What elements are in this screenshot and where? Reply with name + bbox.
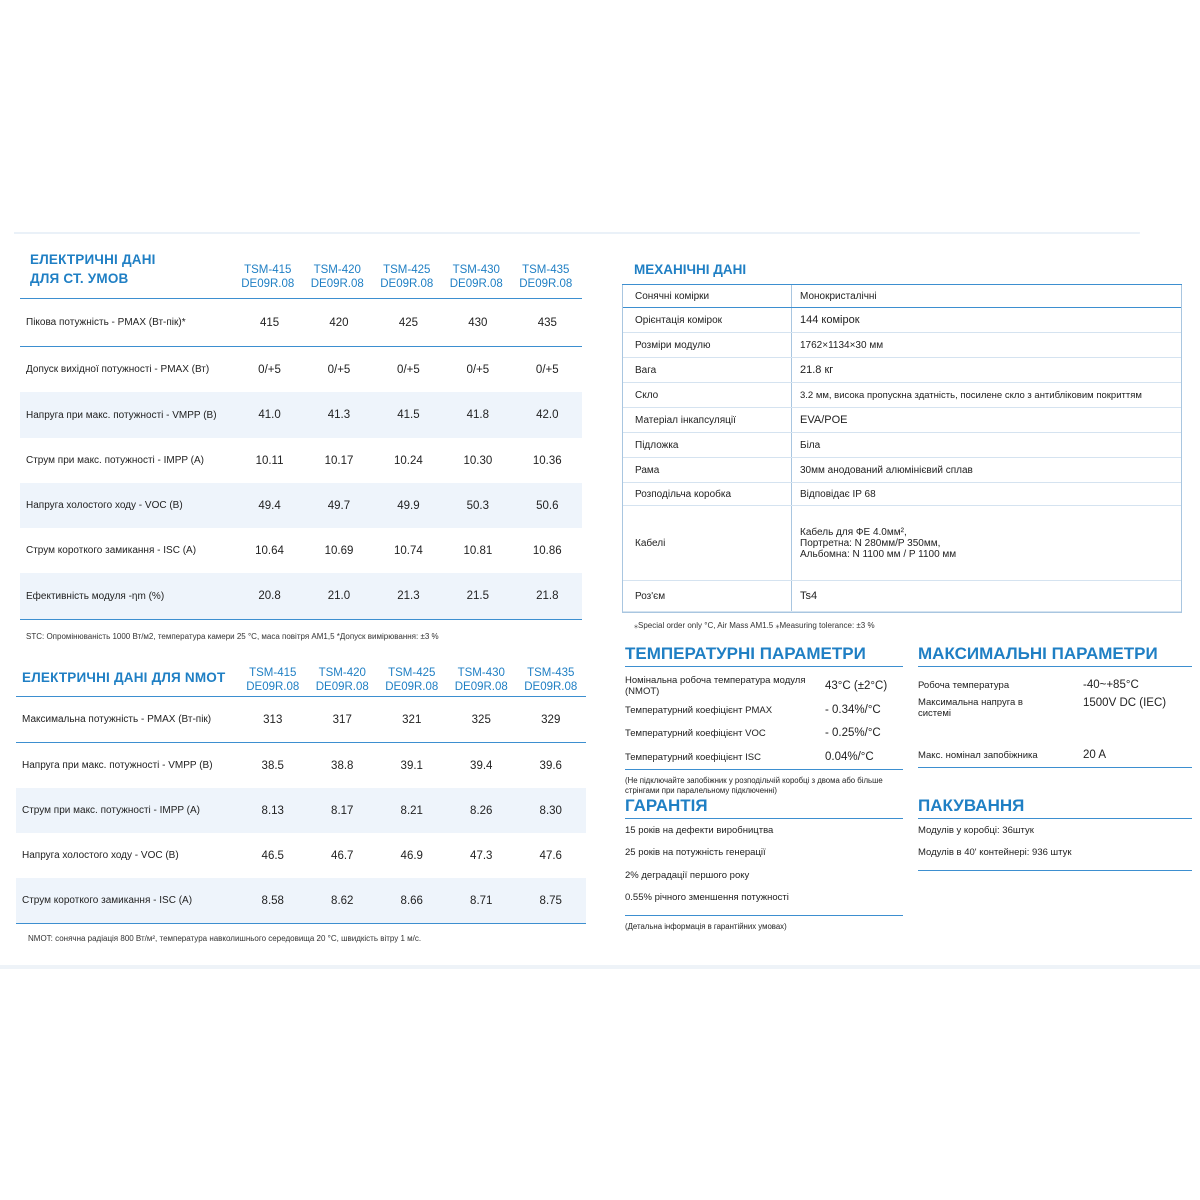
mech-value [791,285,1181,307]
max-value: 20 A [1083,749,1107,761]
cell-value: 10.69 [324,544,354,557]
mech-row [623,358,1181,383]
mech-value [791,581,1181,611]
temperature-section [625,644,903,796]
cell-value: 415 [259,316,280,329]
mech-key: Розподільча коробка [635,488,732,500]
cell-value: 321 [402,713,422,726]
row-label: Струм короткого замикання - ISC (А) [26,545,197,556]
cell-value: 39.6 [539,759,562,772]
cell-value: 41.5 [397,409,420,421]
mech-key: Кабелі [635,537,666,549]
cell-value: 0/+5 [535,363,559,376]
cell-value: 10.17 [324,454,354,467]
mech-key: Сонячні комірки [635,290,710,302]
stc-note: STC: Опромінюваність 1000 Вт/м2, температура камери 25 °C, маса повітря AM1,5 *Допуск вимірювання: ±3 % [26,632,439,641]
cell-value: 47.6 [539,849,562,862]
max-value: 1500V DC (IEC) [1083,697,1167,709]
mech-row [623,408,1181,433]
row-label: Пікова потужність - PMAX (Вт-пік)* [26,317,186,328]
temp-key: Температурний коефіцієнт PMAX [625,704,773,716]
row-label: Ефективність модуля -ηm (%) [26,590,165,602]
mech-row [623,285,1181,308]
mech-row [623,458,1181,483]
warranty-section [625,796,903,932]
cell-value: 8.30 [539,804,562,817]
electrical-nmot-section [16,660,586,943]
model-header: TSM-420 DE09R.08 [310,264,364,290]
temp-value: - 0.25%/°C [825,727,881,739]
mech-value [791,333,1181,357]
mech-value-text: Монокристалічні [800,290,877,302]
cell-value: 21.8 [536,590,559,602]
mech-row [623,506,1181,581]
warranty-note: (Детальна інформація в гарантійних умовах) [625,922,787,931]
table-row [20,438,582,483]
cell-value: 10.30 [463,454,493,467]
mech-value [791,458,1181,482]
mech-value [791,383,1181,407]
mech-value [791,408,1181,432]
row-label: Напруга холостого ходу - VOC (В) [26,500,183,511]
cell-value: 0/+5 [466,363,490,376]
bottom-border [0,965,1200,969]
mech-value [791,433,1181,457]
mechanical-footnote: ⁎Special order only °C, Air Mass AM1.5 ⁎Measuring tolerance: ±3 % [634,621,875,630]
mech-value-text: 30мм анодований алюмінієвий сплав [800,464,973,476]
packing-item: Модулів в 40' контейнері: 936 штук [918,847,1072,859]
mech-key: Розміри модулю [635,339,711,351]
cell-value: 425 [398,316,418,329]
cell-value: 47.3 [470,849,493,862]
cell-value: 430 [468,316,488,329]
packing-item: Модулів у коробці: 36штук [918,824,1034,836]
mech-value [791,506,1181,580]
cell-value: 46.9 [400,849,423,862]
max-params-section [918,644,1192,768]
cell-value: 21.0 [327,590,351,602]
mech-value-line: Портретна: N 280мм/P 350мм, [800,537,941,549]
top-border [14,232,1140,244]
mechanical-table [622,285,1182,613]
temp-value: - 0.34%/°C [825,704,881,716]
mech-value-text: 144 комірок [800,314,860,326]
cell-value: 38.8 [331,759,354,772]
mech-row [623,483,1181,506]
cell-value: 41.3 [327,409,351,421]
max-key: Робоча температура [918,679,1010,691]
cell-value: 50.3 [466,499,490,512]
cell-value: 10.24 [394,454,423,467]
mech-key: Орієнтація комірок [635,314,723,326]
electrical-stc-title: ЕЛЕКТРИЧНІ ДАНІ ДЛЯ СТ. УМОВ [30,252,156,286]
max-row [918,743,1192,767]
row-label: Допуск вихідної потужності - PMAX (Вт) [26,364,210,375]
cell-value: 8.13 [261,804,284,817]
cell-value: 49.4 [258,499,281,512]
warranty-item: 25 років на потужність генерації [625,847,766,859]
warranty-item: 0.55% річного зменшення потужності [625,892,789,904]
cell-value: 8.58 [261,894,284,907]
cell-value: 10.36 [532,454,562,467]
mech-key: Матеріал інкапсуляції [635,414,736,426]
row-label: Напруга при макс. потужності - VMPP (В) [22,760,213,771]
model-header: TSM-435 DE09R.08 [519,264,573,290]
mech-key: Підложка [635,439,679,451]
temp-key: Температурний коефіцієнт VOC [625,727,766,739]
cell-value: 435 [537,316,557,329]
row-label: Напруга холостого ходу - VOC (В) [22,850,179,861]
temp-row [625,745,903,769]
cell-value: 50.6 [536,499,559,512]
mech-key: Скло [635,389,659,401]
max-params-title: МАКСИМАЛЬНІ ПАРАМЕТРИ [918,644,1192,667]
mech-row [623,383,1181,408]
table-row [20,347,582,392]
model-header: TSM-430 DE09R.08 [449,264,503,290]
mech-row [623,308,1181,333]
cell-value: 10.86 [532,544,562,557]
cell-value: 8.62 [331,894,354,907]
mech-value [791,358,1181,382]
table-row [16,878,586,924]
cell-value: 10.81 [463,544,493,557]
cell-value: 10.64 [255,544,284,557]
cell-value: 313 [263,713,283,726]
model-header: TSM-425 DE09R.08 [385,667,439,693]
temperature-note: (Не підключайте запобіжник у розподільчій коробці з двома або більше стрінгами при паралельному підключенні) [625,776,883,795]
cell-value: 329 [541,713,561,726]
cell-value: 0/+5 [397,363,420,376]
table-row [20,299,582,347]
packing-section [918,796,1192,871]
cell-value: 39.4 [470,759,493,772]
cell-value: 20.8 [258,590,281,602]
max-value: -40~+85°C [1083,679,1139,691]
mech-value [791,483,1181,505]
cell-value: 46.5 [261,849,284,862]
cell-value: 10.74 [394,544,423,557]
mech-value-line: Альбомна: N 1100 мм / P 1100 мм [800,548,957,560]
temp-key: Температурний коефіцієнт ISC [625,751,761,763]
row-label: Напруга при макс. потужності - VMPP (В) [26,409,217,421]
mech-value-text: 21.8 кг [800,364,834,376]
temp-row [625,699,903,721]
warranty-title: ГАРАНТІЯ [625,796,903,819]
row-label: Максимальна потужність - PMAX (Вт-пік) [22,714,212,725]
model-header: TSM-420 DE09R.08 [315,667,369,693]
mech-value-text: Біла [800,439,821,451]
cell-value: 8.75 [539,894,562,907]
table-row [16,743,586,788]
cell-value: 38.5 [261,759,284,772]
max-key: Максимальна напруга в системі [918,697,1023,719]
cell-value: 420 [329,316,349,329]
cell-value: 49.7 [327,499,351,512]
cell-value: 46.7 [331,849,354,862]
electrical-stc-section [20,250,582,641]
mechanical-section [622,262,1182,630]
table-row [20,528,582,573]
mech-value-text: Відповідає IP 68 [800,488,876,500]
temp-key: Номінальна робоча температура модуля (NMOT) [625,675,806,697]
temp-row [625,721,903,745]
mech-key: Роз'єм [635,590,666,602]
max-key: Макс. номінал запобіжника [918,749,1038,761]
mech-value-text: Ts4 [800,590,818,602]
model-header: TSM-425 DE09R.08 [380,264,434,290]
mech-value-line: Кабель для ФЕ 4.0мм², [800,526,907,538]
row-label: Струм короткого замикання - ISC (А) [22,895,193,906]
mech-key: Рама [635,464,660,476]
model-header: TSM-435 DE09R.08 [524,667,578,693]
mech-value-text: EVA/POE [800,414,848,426]
mech-key: Вага [635,364,657,376]
table-row [16,697,586,743]
cell-value: 317 [332,713,352,726]
cell-value: 21.5 [466,590,490,602]
mechanical-title: МЕХАНІЧНІ ДАНІ [622,262,1182,285]
row-label: Струм при макс. потужності - IMPP (А) [22,805,201,816]
cell-value: 8.71 [470,894,493,907]
cell-value: 0/+5 [327,363,351,376]
temp-value: 43°C (±2°C) [825,680,888,692]
max-row [918,697,1192,743]
cell-value: 8.21 [400,804,423,817]
nmot-model-headers [238,666,586,694]
cell-value: 0/+5 [258,363,281,376]
temp-value: 0.04%/°C [825,751,874,763]
nmot-table-body [16,697,586,924]
electrical-nmot-title: ЕЛЕКТРИЧНІ ДАНІ ДЛЯ NMOT [22,670,226,685]
mech-row [623,333,1181,358]
nmot-note: NMOT: сонячна радіація 800 Вт/м², температура навколишнього середовища 20 °C, швидкість вітру 1 м/с. [28,934,422,943]
mech-row [623,433,1181,458]
row-label: Струм при макс. потужності - IMPP (А) [26,455,205,466]
cell-value: 41.0 [258,409,281,421]
stc-table-body [20,299,582,620]
cell-value: 41.8 [466,409,490,421]
stc-model-headers [233,263,581,291]
cell-value: 10.11 [255,454,284,467]
temperature-title: ТЕМПЕРАТУРНІ ПАРАМЕТРИ [625,644,903,667]
table-row [16,833,586,878]
mech-value-text: 1762×1134×30 мм [800,339,884,351]
table-row [20,392,582,438]
mech-value-text: 3.2 мм, висока пропускна здатність, посилене скло з антибліковим покриттям [800,389,1142,401]
mech-value [791,308,1181,332]
cell-value: 39.1 [400,759,423,772]
cell-value: 42.0 [536,409,559,421]
warranty-item: 15 років на дефекти виробництва [625,824,774,836]
cell-value: 8.26 [470,804,493,817]
model-header: TSM-415 DE09R.08 [246,667,300,693]
cell-value: 325 [471,713,491,726]
cell-value: 8.17 [331,804,354,817]
table-row [20,573,582,620]
packing-title: ПАКУВАННЯ [918,796,1192,819]
cell-value: 49.9 [397,499,420,512]
temp-row [625,673,903,699]
model-header: TSM-430 DE09R.08 [454,667,508,693]
table-row [16,788,586,833]
model-header: TSM-415 DE09R.08 [241,264,295,290]
cell-value: 8.66 [400,894,423,907]
max-row [918,673,1192,697]
mech-row [623,581,1181,612]
warranty-item: 2% деградації першого року [625,869,750,881]
table-row [20,483,582,528]
cell-value: 21.3 [397,590,420,602]
